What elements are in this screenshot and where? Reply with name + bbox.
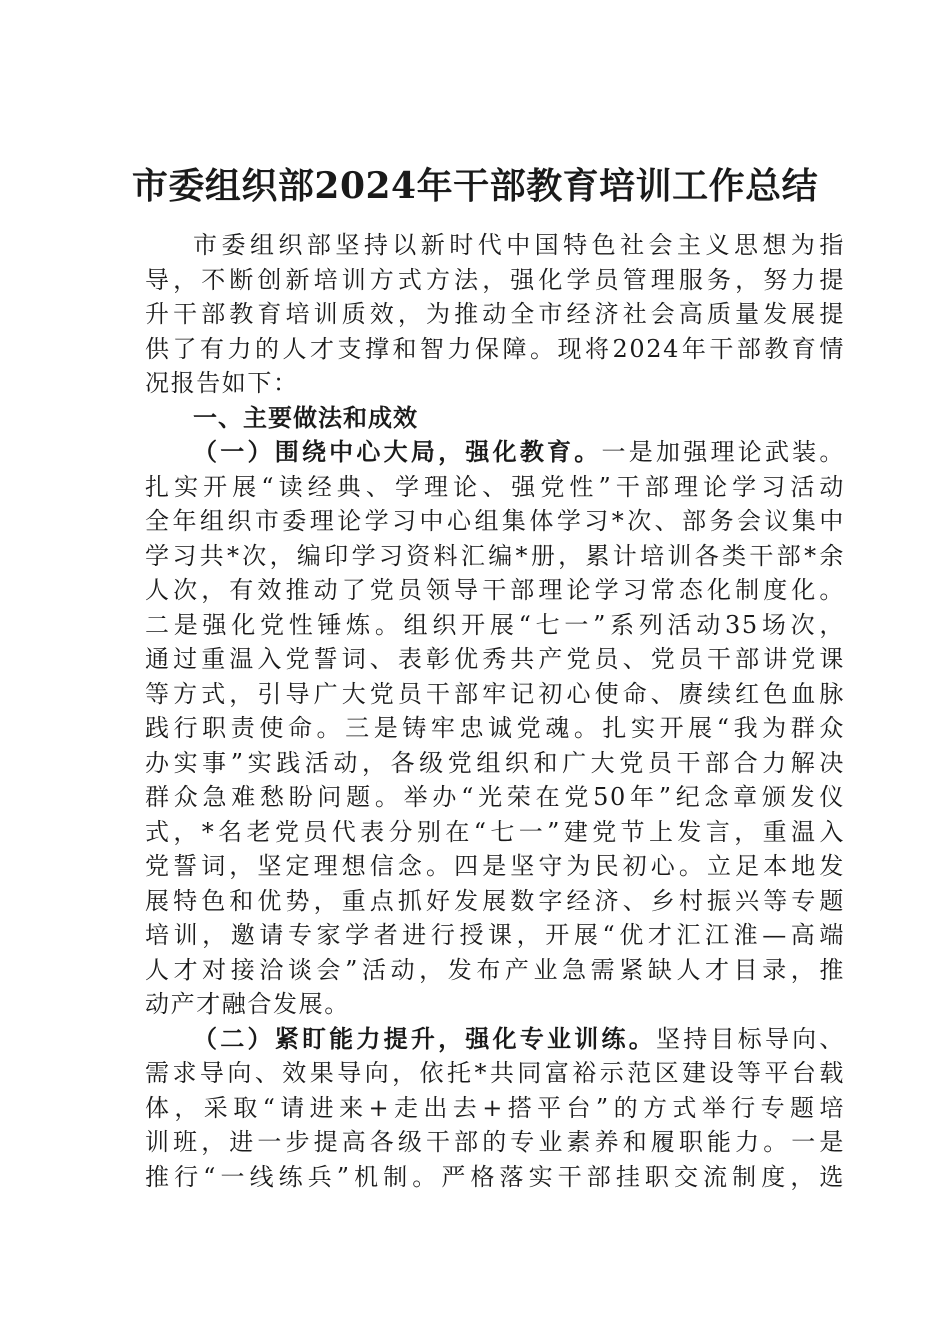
paragraph-line: 升干部教育培训质效，为推动全市经济社会高质量发展提 bbox=[145, 300, 845, 328]
paragraph-line: 式，*名老党员代表分别在“七一”建党节上发言，重温入 bbox=[145, 817, 845, 846]
paragraph-line: 况报告如下： bbox=[145, 369, 299, 397]
subsection-heading: （二）紧盯能力提升，强化专业训练。 bbox=[193, 1023, 656, 1053]
paragraph-text: 一是加强理论武装。 bbox=[601, 438, 846, 466]
paragraph-line: 培训，邀请专家学者进行授课，开展“优才汇江淮—高端 bbox=[145, 921, 845, 949]
paragraph-line: 党誓词，坚定理想信念。四是坚守为民初心。立足本地发 bbox=[145, 852, 845, 880]
paragraph-line: 需求导向、效果导向，依托*共同富裕示范区建设等平台载 bbox=[145, 1059, 845, 1087]
paragraph-line: 人次，有效推动了党员领导干部理论学习常态化制度化。 bbox=[145, 576, 845, 604]
paragraph-line: 训班，进一步提高各级干部的专业素养和履职能力。一是 bbox=[145, 1128, 845, 1156]
paragraph-text: 坚持目标导向、 bbox=[656, 1024, 846, 1053]
paragraph-line: 推行“一线练兵”机制。严格落实干部挂职交流制度，选 bbox=[145, 1162, 845, 1191]
paragraph-line: 展特色和优势，重点抓好发展数字经济、乡村振兴等专题 bbox=[145, 886, 845, 915]
paragraph-line: 办实事”实践活动，各级党组织和广大党员干部合力解决 bbox=[145, 748, 845, 777]
paragraph-line: 扎实开展“读经典、学理论、强党性”干部理论学习活动 bbox=[145, 472, 845, 501]
paragraph-line: 体，采取“请进来+走出去+搭平台”的方式举行专题培 bbox=[145, 1093, 845, 1122]
paragraph-line: 市委组织部坚持以新时代中国特色社会主义思想为指 bbox=[193, 231, 845, 259]
paragraph-line: 二是强化党性锤炼。组织开展“七一”系列活动35场次， bbox=[145, 610, 845, 639]
paragraph-line: 通过重温入党誓词、表彰优秀共产党员、党员干部讲党课 bbox=[145, 645, 845, 673]
paragraph-line: 导，不断创新培训方式方法，强化学员管理服务，努力提 bbox=[145, 265, 845, 294]
section-heading: 一、主要做法和成效 bbox=[193, 403, 418, 432]
paragraph-line: 供了有力的人才支撑和智力保障。现将2024年干部教育情 bbox=[145, 334, 845, 363]
paragraph-line: 人才对接洽谈会”活动，发布产业急需紧缺人才目录，推 bbox=[145, 955, 845, 984]
paragraph-line: 等方式，引导广大党员干部牢记初心使命、赓续红色血脉 bbox=[145, 679, 845, 708]
document-title: 市委组织部2024年干部教育培训工作总结 bbox=[131, 165, 819, 207]
paragraph-line: 践行职责使命。三是铸牢忠诚党魂。扎实开展“我为群众 bbox=[145, 714, 845, 742]
subsection-first-line bbox=[145, 1022, 845, 1057]
subsection-heading: （一）围绕中心大局，强化教育。 bbox=[193, 437, 602, 466]
paragraph-line: 全年组织市委理论学习中心组集体学习*次、部务会议集中 bbox=[145, 507, 845, 535]
subsection-first-line bbox=[145, 435, 845, 470]
paragraph-line: 学习共*次，编印学习资料汇编*册，累计培训各类干部*余 bbox=[145, 541, 845, 570]
document-body bbox=[145, 228, 845, 1194]
paragraph-line: 群众急难愁盼问题。举办“光荣在党50年”纪念章颁发仪 bbox=[145, 783, 845, 811]
paragraph-line: 动产才融合发展。 bbox=[145, 990, 350, 1018]
